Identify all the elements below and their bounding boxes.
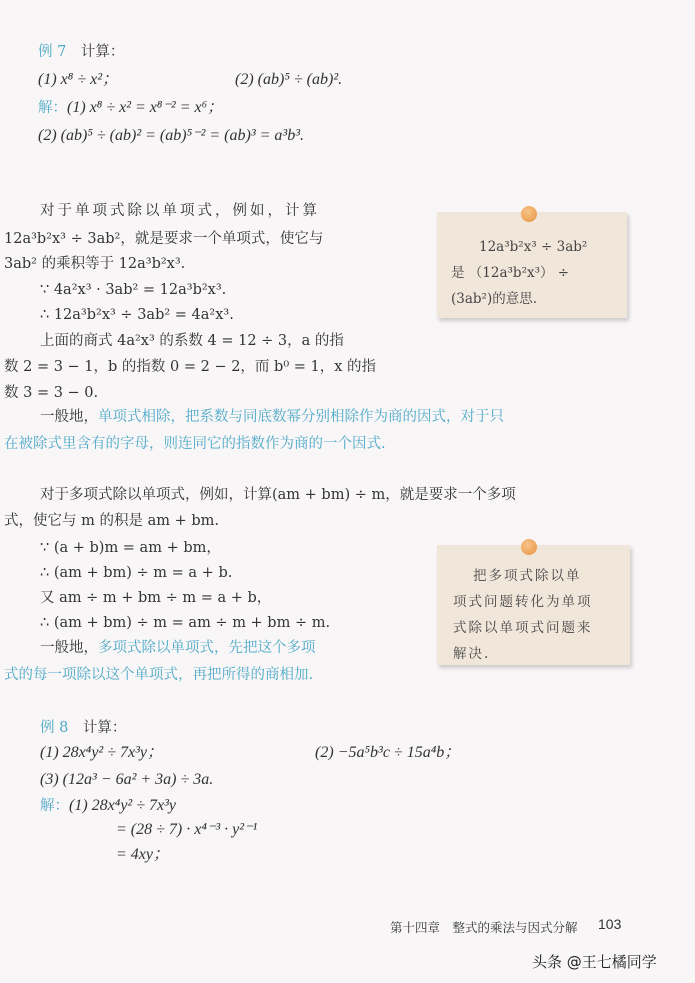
note-line: 是 （12a³b²x³） ÷: [451, 265, 570, 281]
rule-text: 多项式除以单项式，先把这个多项: [98, 640, 316, 656]
solution-text: (1) 28x⁴y² ÷ 7x³y: [69, 797, 176, 814]
ex8-q3: (3) (12a³ − 6a² + 3a) ÷ 3a.: [40, 771, 214, 788]
note-line: 式除以单项式问题来: [453, 620, 593, 636]
poly-line-5: 又 am ÷ m + bm ÷ m = a + b，: [40, 590, 272, 606]
poly-line-4: ∴ (am + bm) ÷ m = a + b.: [40, 565, 233, 581]
pin-icon: [521, 539, 537, 555]
example-title: 计算：: [80, 44, 125, 60]
ex7-q2: (2) (ab)⁵ ÷ (ab)².: [235, 71, 343, 88]
ex7-solution-1: [38, 98, 223, 118]
side-note-2: [437, 545, 630, 665]
example-label: 例 8: [40, 720, 69, 736]
poly-rule-1: [40, 638, 316, 658]
poly-line-6: ∴ (am + bm) ÷ m = am ÷ m + bm ÷ m.: [40, 615, 331, 631]
mono-line-1: 对于单项式除以单项式，例如，计算: [40, 203, 320, 219]
mono-line-4: ∵ 4a²x³ · 3ab² = 12a³b²x³.: [40, 282, 227, 298]
mono-line-8: 数 3 = 3 − 0.: [4, 385, 99, 401]
solution-text: (1) x⁸ ÷ x² = x⁸⁻² = x⁶；: [67, 99, 224, 116]
mono-rule-2: 在被除式里含有的字母，则连同它的指数作为商的一个因式.: [4, 436, 386, 452]
pin-icon: [521, 206, 537, 222]
mono-line-6: 上面的商式 4a²x³ 的系数 4 = 12 ÷ 3，a 的指: [40, 333, 344, 349]
mono-line-2: 12a³b²x³ ÷ 3ab²，就是要求一个单项式，使它与: [4, 231, 324, 247]
note-line: 解决.: [453, 646, 491, 662]
ex7-solution-2: (2) (ab)⁵ ÷ (ab)² = (ab)⁵⁻² = (ab)³ = a³b³.: [38, 127, 305, 144]
solution-label: 解：: [38, 100, 67, 116]
rule-prefix: 一般地，: [40, 640, 98, 656]
ex7-q1: (1) x⁸ ÷ x²；: [38, 71, 119, 88]
note-line: (3ab²)的意思.: [451, 291, 538, 307]
page-number: 103: [598, 916, 622, 932]
solution-label: 解：: [40, 798, 69, 814]
ex8-q2: (2) −5a⁵b³c ÷ 15a⁴b；: [315, 744, 461, 761]
mono-line-7: 数 2 = 3 − 1，b 的指数 0 = 2 − 2，而 b⁰ = 1，x 的指: [4, 359, 377, 375]
poly-rule-2: 式的每一项除以这个单项式，再把所得的商相加.: [4, 667, 314, 683]
watermark: 头条 @王七橘同学: [532, 953, 657, 971]
ex8-solution-3: = 4xy；: [116, 846, 170, 863]
mono-line-5: ∴ 12a³b²x³ ÷ 3ab² = 4a²x³.: [40, 307, 234, 323]
note-line: 项式问题转化为单项: [453, 594, 593, 610]
example-8-heading: [40, 718, 126, 738]
mono-line-3: 3ab² 的乘积等于 12a³b²x³.: [4, 256, 186, 272]
rule-prefix: 一般地，: [40, 409, 98, 425]
poly-line-2: 式，使它与 m 的积是 am + bm.: [4, 513, 219, 529]
ex8-solution-1: [40, 796, 176, 816]
example-label: 例 7: [38, 44, 67, 60]
mono-rule-1: [40, 407, 504, 427]
ex8-q1: (1) 28x⁴y² ÷ 7x³y；: [40, 744, 164, 761]
ex8-solution-2: = (28 ÷ 7) · x⁴⁻³ · y²⁻¹: [116, 821, 258, 838]
footer-chapter: 第十四章 整式的乘法与因式分解: [390, 920, 578, 935]
rule-text: 单项式相除，把系数与同底数幂分别相除作为商的因式，对于只: [98, 409, 504, 425]
side-note-1: [437, 212, 627, 318]
poly-line-3: ∵ (a + b)m = am + bm，: [40, 540, 221, 556]
note-line: 12a³b²x³ ÷ 3ab²: [479, 239, 588, 255]
example-7-heading: [38, 42, 124, 62]
poly-line-1: 对于多项式除以单项式，例如，计算(am + bm) ÷ m，就是要求一个多项: [40, 487, 516, 503]
note-line: 把多项式除以单: [473, 568, 582, 584]
example-title: 计算：: [82, 720, 127, 736]
